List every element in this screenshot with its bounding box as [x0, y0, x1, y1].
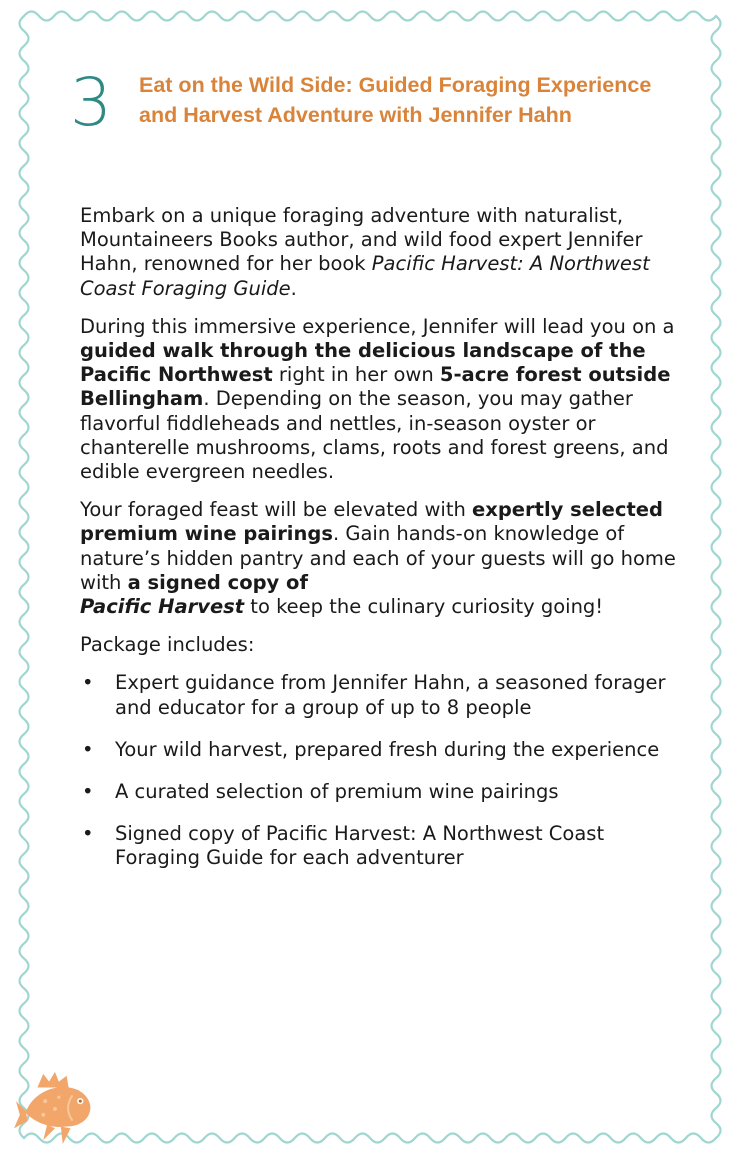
section-title — [139, 70, 719, 130]
experience-bold-1: guided walk through the delicious landscape of the Pacific Northwest — [80, 339, 646, 387]
list-item-text: Your wild harvest, prepared fresh during the experience — [115, 737, 660, 761]
feast-text-2: . Gain hands-on knowledge of nature’s hidden pantry and each of your guests will go home with — [80, 522, 676, 594]
section-number: 3 — [70, 64, 112, 141]
list-item — [80, 822, 680, 870]
bullet-icon: • — [82, 737, 94, 761]
package-heading: Package includes: — [80, 633, 255, 657]
list-item-text: Expert guidance from Jennifer Hahn, a seasoned forager and educator for a group of up to 8 people — [115, 671, 666, 719]
package-list — [80, 671, 680, 870]
title-line-1: Eat on the Wild Side: Guided Foraging Experience — [139, 73, 652, 97]
list-item — [80, 738, 680, 762]
feast-text-3: to keep the culinary curiosity going! — [244, 595, 604, 619]
intro-paragraph — [80, 204, 680, 301]
experience-paragraph — [80, 315, 680, 484]
experience-text-1: During this immersive experience, Jennifer will lead you on a — [80, 314, 675, 338]
title-line-2: and Harvest Adventure with Jennifer Hahn — [139, 103, 572, 127]
bullet-icon: • — [82, 822, 94, 846]
feast-bold-2: a signed copy of — [127, 570, 308, 594]
feast-bold-1: expertly selected premium wine pairings — [80, 498, 663, 546]
fish-shape — [14, 1072, 90, 1144]
experience-text-3: . Depending on the season, you may gather flavorful fiddleheads and nettles, in-season oyster or chanterelle mushrooms, clams, roots and forest greens, and edible evergreen needles. — [80, 387, 669, 484]
list-item-text: A curated selection of premium wine pairings — [115, 780, 559, 804]
feast-text-1: Your foraged feast will be elevated with — [80, 498, 473, 522]
bullet-icon: • — [82, 780, 94, 804]
description — [80, 204, 680, 889]
experience-text-2: right in her own — [272, 363, 440, 387]
list-item — [80, 780, 680, 804]
feast-paragraph — [80, 498, 680, 619]
intro-end: . — [290, 276, 297, 300]
intro-text: Embark on a unique foraging adventure with naturalist, Mountaineers Books author, and wild food expert Jennifer Hahn, renowned for her book — [80, 204, 643, 276]
intro-book-title: Pacific Harvest: A Northwest Coast Foraging Guide — [80, 252, 650, 300]
feast-bold-italic: Pacific Harvest — [80, 595, 245, 619]
list-item-text: Signed copy of Pacific Harvest: A Northwest Coast Foraging Guide for each adventurer — [115, 822, 605, 870]
fish-icon — [14, 1066, 92, 1146]
bullet-icon: • — [82, 671, 94, 695]
list-item — [80, 671, 680, 719]
experience-bold-2: 5-acre forest outside Bellingham — [80, 363, 671, 411]
